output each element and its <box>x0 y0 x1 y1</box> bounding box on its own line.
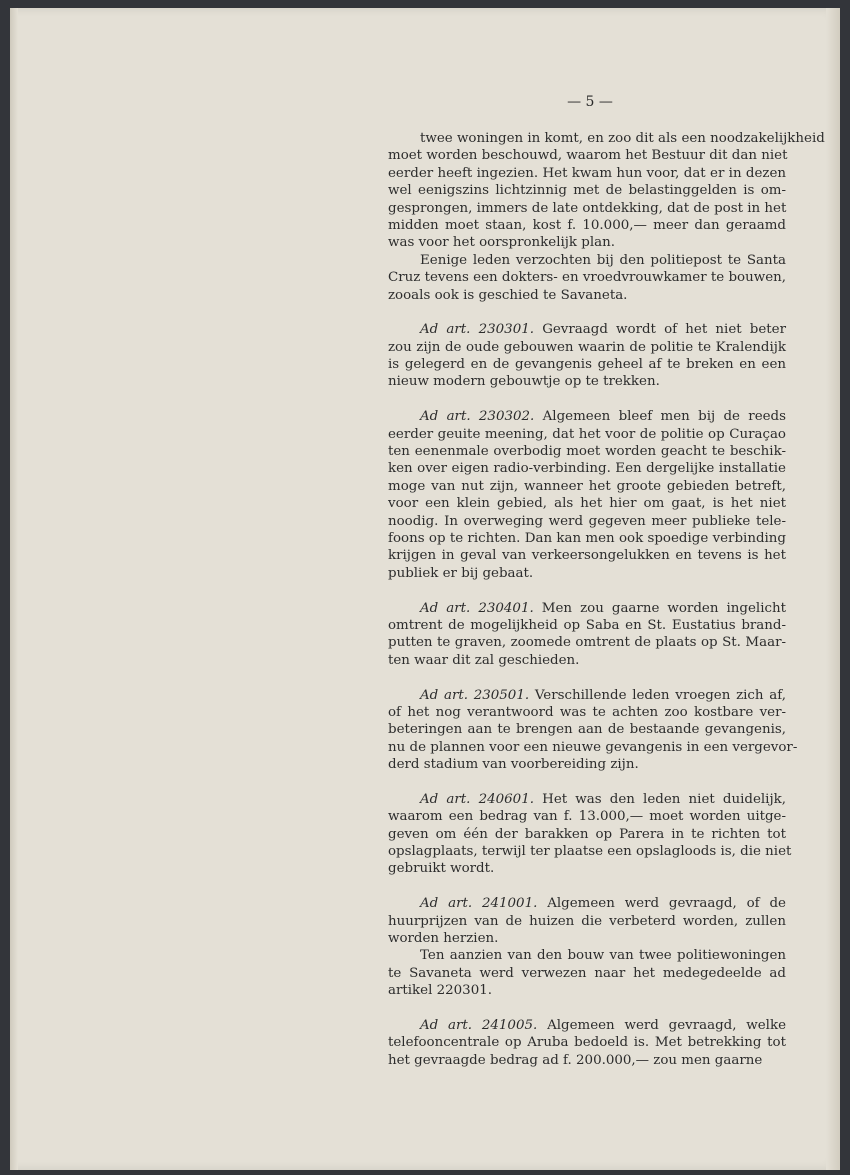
paragraph <box>388 1017 786 1069</box>
line-text: Ten aanzien van den bouw van twee politiewoningen <box>420 948 786 964</box>
line-text: publiek er bij gebaat. <box>388 565 534 581</box>
line-text: beteringen aan te brengen aan de bestaande gevangenis, <box>388 722 786 738</box>
text-line <box>388 513 786 530</box>
body-text <box>388 130 825 1069</box>
text-line <box>388 165 786 182</box>
text-line <box>388 843 792 860</box>
article-reference: Ad art. 241001. <box>420 896 538 912</box>
line-text: Algemeen werd gevraagd, welke <box>547 1017 786 1033</box>
paragraph-gap <box>388 878 786 895</box>
line-text: ken over eigen radio-verbinding. Een dergelijke installatie <box>388 461 786 477</box>
paragraph-gap <box>388 773 786 790</box>
paragraph-gap <box>388 669 786 686</box>
text-line <box>388 460 786 477</box>
text-line <box>388 200 786 217</box>
page-fold <box>10 8 18 1170</box>
line-text: was voor het oorspronkelijk plan. <box>388 235 616 251</box>
line-text: derd stadium van voorbereiding zijn. <box>388 757 639 773</box>
line-text: omtrent de mogelijkheid op Saba en St. Eustatius brand- <box>388 617 786 633</box>
paragraph <box>388 947 786 999</box>
line-text: twee woningen in komt, en zoo dit als een noodzakelijkheid <box>420 131 825 146</box>
text-line <box>388 547 786 564</box>
text-line <box>388 373 786 390</box>
text-line <box>388 147 786 164</box>
line-text: of het nog verantwoord was te achten zoo kostbare ver- <box>388 704 786 720</box>
text-line <box>388 530 786 547</box>
paragraph-gap <box>388 304 786 321</box>
article-reference: Ad art. 230302. <box>420 409 535 425</box>
line-text: Men zou gaarne worden ingelicht <box>541 600 786 616</box>
paragraph-gap <box>388 391 786 408</box>
text-line <box>388 947 786 964</box>
line-text: ten eenenmale overbodig moet worden geacht te beschik- <box>388 444 786 460</box>
line-text: Gevraagd wordt of het niet beter <box>542 322 786 338</box>
text-line <box>388 600 786 617</box>
text-line <box>388 478 786 495</box>
text-line <box>388 252 786 269</box>
line-text: opslagplaats, terwijl ter plaatse een opslagloods is, die niet <box>388 844 792 860</box>
text-line <box>388 321 786 338</box>
line-text: eerder geuite meening, dat het voor de politie op Curaçao <box>388 426 786 442</box>
line-text: waarom een bedrag van f. 13.000,— moet worden uitge- <box>388 809 786 825</box>
text-line <box>388 652 786 669</box>
line-text: zou zijn de oude gebouwen waarin de politie te Kralendijk <box>388 339 786 355</box>
paragraph-gap <box>388 1000 786 1017</box>
line-text: foons op te richten. Dan kan men ook spoedige verbinding <box>388 530 786 546</box>
article-reference: Ad art. 240601. <box>420 791 534 807</box>
article-reference: Ad art. 230501. <box>420 687 530 703</box>
paragraph <box>388 321 786 391</box>
line-text: krijgen in geval van verkeersongelukken en tevens is het <box>388 548 786 564</box>
text-line <box>388 860 786 877</box>
text-line <box>388 130 825 147</box>
text-line <box>388 634 786 651</box>
line-text: huurprijzen van de huizen die verbeterd worden, zullen <box>388 913 786 929</box>
line-text: nu de plannen voor een nieuwe gevangenis in een vergevor- <box>388 739 798 755</box>
text-line <box>388 234 786 251</box>
line-text: midden moet staan, kost f. 10.000,— meer dan geraamd <box>388 217 786 233</box>
line-text: Cruz tevens een dokters- en vroedvrouwkamer te bouwen, <box>388 270 786 286</box>
text-line <box>388 791 786 808</box>
text-line <box>388 217 786 234</box>
line-text: Eenige leden verzochten bij den politiepost te Santa <box>420 252 786 268</box>
line-text: Verschillende leden vroegen zich af, <box>534 687 786 703</box>
line-text: gebruikt wordt. <box>388 861 495 877</box>
text-line <box>388 408 786 425</box>
paragraph <box>388 408 786 582</box>
text-line <box>388 443 786 460</box>
text-line <box>388 965 786 982</box>
text-line <box>388 426 786 443</box>
text-line <box>388 617 786 634</box>
paragraph-gap <box>388 582 786 599</box>
text-line <box>388 739 798 756</box>
line-text: nieuw modern gebouwtje op te trekken. <box>388 374 660 390</box>
line-text: noodig. In overweging werd gegeven meer publieke tele- <box>388 513 786 529</box>
text-line <box>388 982 786 999</box>
line-text: Het was den leden niet duidelijk, <box>542 791 786 807</box>
line-text: voor een klein gebied, als het hier om gaat, is het niet <box>388 496 786 512</box>
text-line <box>388 930 786 947</box>
paragraph <box>388 600 786 670</box>
text-line <box>388 808 786 825</box>
line-text: gesprongen, immers de late ontdekking, dat de post in het <box>388 200 787 216</box>
paragraph <box>388 252 786 304</box>
line-text: moet worden beschouwd, waarom het Bestuur dit dan niet <box>388 148 788 164</box>
text-line <box>388 565 786 582</box>
line-text: worden herzien. <box>388 930 499 946</box>
page-number: — 5 — <box>567 94 613 110</box>
text-line <box>388 913 786 930</box>
line-text: geven om één der barakken op Parera in te richten tot <box>388 826 786 842</box>
line-text: is gelegerd en de gevangenis geheel af te breken en een <box>388 357 786 373</box>
line-text: Algemeen werd gevraagd, of de <box>547 896 786 912</box>
text-line <box>388 287 786 304</box>
text-line <box>388 895 786 912</box>
paragraph <box>388 130 825 252</box>
paragraph <box>388 895 786 947</box>
line-text: eerder heeft ingezien. Het kwam hun voor, dat er in dezen <box>388 165 786 181</box>
text-line <box>388 1017 786 1034</box>
page-edge <box>826 8 840 1170</box>
text-line <box>388 356 786 373</box>
line-text: het gevraagde bedrag ad f. 200.000,— zou men gaarne <box>388 1052 763 1068</box>
text-line <box>388 687 786 704</box>
line-text: putten te graven, zoomede omtrent de plaats op St. Maar- <box>388 635 786 651</box>
text-line <box>388 182 786 199</box>
text-line <box>388 704 786 721</box>
text-line <box>388 826 786 843</box>
line-text: artikel 220301. <box>388 983 492 999</box>
text-line <box>388 269 786 286</box>
paragraph <box>388 687 798 774</box>
line-text: telefooncentrale op Aruba bedoeld is. Met betrekking tot <box>388 1035 786 1051</box>
text-line <box>388 495 786 512</box>
text-line <box>388 1052 786 1069</box>
text-line <box>388 721 786 738</box>
line-text: wel eenigszins lichtzinnig met de belastinggelden is om- <box>388 183 786 199</box>
paragraph <box>388 791 792 878</box>
article-reference: Ad art. 230301. <box>420 322 534 338</box>
line-text: te Savaneta werd verwezen naar het medegedeelde ad <box>388 965 786 981</box>
text-line <box>388 756 786 773</box>
text-line <box>388 339 786 356</box>
article-reference: Ad art. 241005. <box>420 1017 538 1033</box>
text-line <box>388 1034 786 1051</box>
line-text: zooals ook is geschied te Savaneta. <box>388 287 628 303</box>
line-text: Algemeen bleef men bij de reeds <box>542 409 786 425</box>
line-text: moge van nut zijn, wanneer het groote gebieden betreft, <box>388 478 786 494</box>
line-text: ten waar dit zal geschieden. <box>388 652 580 668</box>
article-reference: Ad art. 230401. <box>420 600 534 616</box>
